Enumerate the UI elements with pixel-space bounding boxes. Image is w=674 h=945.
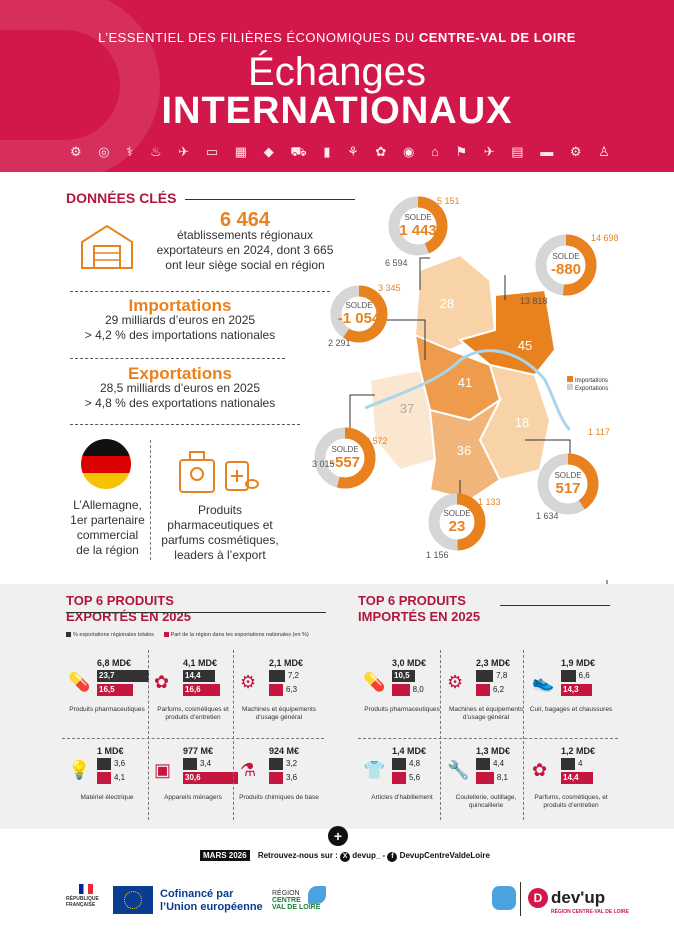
product-cell <box>234 658 324 738</box>
product-name: Parfums, cosmétiques et produits d’entretien <box>157 706 229 721</box>
share-regional-label: 3,2 <box>286 759 298 768</box>
region-bird-icon <box>308 886 326 904</box>
imports-line2: > 4,2 % des importations nationales <box>84 328 276 342</box>
product-name: Appareils ménagers <box>164 794 222 801</box>
product-total: 3,0 MD€ <box>392 658 427 668</box>
sector-icon-3: ♨ <box>149 144 162 159</box>
product-icon: ✿ <box>532 760 548 780</box>
exports-title: Exportations <box>128 364 232 383</box>
exports-value: 1 156 <box>426 550 449 560</box>
germany-flag-icon <box>80 438 132 490</box>
dept-label-18: 18 <box>514 415 530 430</box>
sector-icon-1: ◎ <box>98 144 110 159</box>
share-national-label: 3,6 <box>286 773 298 782</box>
divider <box>440 650 441 820</box>
establishments-line3: ont leur siège social en région <box>165 258 325 272</box>
dept-label-41: 41 <box>457 375 473 390</box>
germany-line3: commercial <box>76 528 139 542</box>
product-cell <box>526 658 616 738</box>
product-total: 1,9 MD€ <box>561 658 596 668</box>
title-underline <box>185 199 355 200</box>
divider <box>148 650 149 820</box>
donut-label: SOLDE <box>345 301 373 310</box>
balance-donut <box>537 453 599 515</box>
share-regional-bar: 10,5 <box>392 670 415 682</box>
share-regional-bar <box>392 758 406 770</box>
product-icon: 💊 <box>68 672 91 692</box>
product-name: Machines et équipements d’usage général <box>448 706 524 721</box>
exports-value: 1 634 <box>536 511 559 521</box>
social-line: MARS 2026 Retrouvez-nous sur : X devup_ - f DevupCentreValdeLoire <box>200 851 490 862</box>
product-total: 2,3 MD€ <box>476 658 511 668</box>
share-regional-label: 3,4 <box>200 759 212 768</box>
share-regional-bar: 14,4 <box>183 670 215 682</box>
share-regional-label: 7,8 <box>496 671 508 680</box>
donut-balance-value: 517 <box>555 480 581 497</box>
devup-subtitle: RÉGION CENTRE-VAL DE LOIRE <box>551 909 629 915</box>
divider <box>62 738 324 739</box>
share-regional-label: 7,2 <box>287 671 299 680</box>
product-cell <box>357 658 447 738</box>
imports-value: 1 117 <box>588 427 610 437</box>
x-icon: X <box>340 852 350 862</box>
header-banner <box>0 0 674 172</box>
share-national-label: 5,6 <box>409 773 421 782</box>
products-legend: % exportations régionales totales Part de la région dans les exportations nationales (en %) <box>66 632 309 638</box>
divider <box>523 650 524 820</box>
share-regional-bar <box>561 758 575 770</box>
pharma-line2: pharmaceutiques et <box>167 518 273 532</box>
product-total: 6,8 MD€ <box>97 658 132 668</box>
product-cell <box>62 658 152 738</box>
imports-value: 3 572 <box>365 436 388 446</box>
imports-line1: 29 milliards d’euros en 2025 <box>104 313 256 327</box>
share-regional-bar <box>183 758 197 770</box>
sector-icon-6: ▦ <box>234 144 248 159</box>
share-national-bar <box>476 684 490 696</box>
product-name: Articles d’habillement <box>371 794 433 801</box>
product-total: 977 M€ <box>183 746 214 756</box>
product-cell <box>234 746 324 826</box>
divider <box>70 291 330 292</box>
product-total: 1,4 MD€ <box>392 746 427 756</box>
dept-label-36: 36 <box>456 443 472 458</box>
product-icon: 🔧 <box>447 760 470 780</box>
republique-francaise-logo: RÉPUBLIQUE FRANÇAISE <box>66 884 106 908</box>
title-underline <box>66 612 326 613</box>
share-regional-bar: 23,7 <box>97 670 149 682</box>
establishments-line1: établissements régionaux <box>176 228 314 242</box>
product-cell <box>526 746 616 826</box>
plus-icon: + <box>328 826 348 846</box>
product-total: 4,1 MD€ <box>183 658 218 668</box>
germany-line4: de la région <box>76 543 139 557</box>
share-national-bar: 14,4 <box>561 772 593 784</box>
divider <box>150 440 151 560</box>
sector-icon-13: ⌂ <box>430 144 439 159</box>
balance-donut <box>330 285 388 343</box>
product-cell <box>148 658 238 738</box>
balance-donut <box>535 234 597 296</box>
share-regional-bar <box>269 670 285 682</box>
donut-label: SOLDE <box>443 509 471 518</box>
imports-value: 14 698 <box>591 233 619 243</box>
donut-balance-value: -880 <box>550 261 582 278</box>
share-regional-bar <box>97 758 111 770</box>
sector-icon-9: ▮ <box>323 144 331 159</box>
header-title-line2: INTERNATIONAUX <box>161 90 513 132</box>
donut-balance-value: 23 <box>448 518 466 535</box>
dept-label-45: 45 <box>517 338 533 353</box>
product-icon: 💊 <box>363 672 386 692</box>
product-total: 1,2 MD€ <box>561 746 596 756</box>
sector-icon-0: ⚙ <box>70 144 82 159</box>
sector-icon-5: ▭ <box>205 144 219 159</box>
sector-icon-7: ◆ <box>263 144 274 159</box>
exports-value: 13 818 <box>520 296 548 306</box>
exports-value: 2 291 <box>328 338 351 348</box>
share-regional-label: 4,4 <box>493 759 505 768</box>
share-regional-bar <box>269 758 283 770</box>
share-national-label: 8,0 <box>412 685 424 694</box>
product-cell <box>441 746 531 826</box>
divider <box>358 738 618 739</box>
sector-icon-2: ⚕ <box>126 144 134 159</box>
product-icon: ⚙ <box>240 672 257 692</box>
share-regional-label: 4 <box>578 759 583 768</box>
share-national-bar: 30,6 <box>183 772 238 784</box>
product-total: 2,1 MD€ <box>269 658 304 668</box>
exports-line2: > 4,8 % des exportations nationales <box>84 396 276 410</box>
product-total: 924 M€ <box>269 746 300 756</box>
pharma-line4: leaders à l’export <box>174 548 266 562</box>
exported-title: TOP 6 PRODUITS EXPORTÉS EN 2025 <box>66 593 191 624</box>
exports-value: 6 594 <box>385 258 408 268</box>
exports-value: 3 015 <box>312 459 335 469</box>
divider <box>70 358 285 359</box>
sector-icon-8: ⛟ <box>290 144 307 159</box>
product-name: Produits pharmaceutiques <box>364 706 440 713</box>
share-national-bar <box>392 684 410 696</box>
sector-icon-12: ◉ <box>402 144 415 159</box>
dept-label-28: 28 <box>439 296 455 311</box>
product-name: Machines et équipements d’usage général <box>241 706 317 721</box>
product-icon: ⚗ <box>240 760 257 780</box>
share-regional-bar <box>561 670 576 682</box>
perfume-pills-icon <box>178 448 260 496</box>
product-name: Produits pharmaceutiques <box>69 706 145 713</box>
sector-icon-18: ⚙ <box>569 144 582 159</box>
product-cell <box>62 746 152 826</box>
x-handle[interactable]: devup_ <box>352 851 381 860</box>
donut-label: SOLDE <box>331 445 359 454</box>
share-national-bar: 16,6 <box>183 684 220 696</box>
product-cell <box>148 746 238 826</box>
product-cell <box>441 658 531 738</box>
sector-icon-16: ▤ <box>511 144 524 159</box>
share-regional-label: 3,6 <box>114 759 126 768</box>
product-icon: 💡 <box>68 760 91 780</box>
facebook-icon: f <box>387 852 397 862</box>
product-icon: 👕 <box>363 760 386 780</box>
product-total: 1 MD€ <box>97 746 124 756</box>
date-badge: MARS 2026 <box>200 850 250 861</box>
share-national-bar: 14,3 <box>561 684 592 696</box>
establishments-line2: exportateurs en 2024, dont 3 665 <box>156 243 334 257</box>
sector-icon-17: ▬ <box>540 144 554 159</box>
map-legend: Importations Exportations <box>567 376 608 392</box>
sector-icon-10: ⚘ <box>347 144 359 159</box>
header-tagline: L’ESSENTIEL DES FILIÈRES ÉCONOMIQUES DU CENTRE-VAL DE LOIRE <box>98 30 576 45</box>
share-national-label: 6,2 <box>493 685 505 694</box>
divider <box>233 650 234 820</box>
sector-icon-15: ✈ <box>483 144 495 159</box>
share-national-bar <box>97 772 111 784</box>
product-name: Produits chimiques de base <box>239 794 319 801</box>
germany-line2: 1er partenaire <box>70 513 145 527</box>
product-icon: ▣ <box>154 760 172 780</box>
donut-balance-value: -557 <box>329 454 361 471</box>
eu-cofinancing: Cofinancé par l’Union européenne <box>160 888 263 913</box>
product-total: 1,3 MD€ <box>476 746 511 756</box>
share-regional-label: 6,6 <box>578 671 590 680</box>
product-name: Cuir, bagages et chaussures <box>529 706 613 713</box>
share-national-bar <box>476 772 494 784</box>
product-cell <box>357 746 447 826</box>
divider <box>520 882 521 916</box>
donut-label: SOLDE <box>404 213 432 222</box>
sector-icon-14: ⚑ <box>455 144 468 159</box>
share-national-bar: 16,5 <box>97 684 133 696</box>
devup-wordmark: dev'up <box>551 888 606 907</box>
dept-label-37: 37 <box>399 401 415 416</box>
header-title-line1: Échanges <box>248 50 426 94</box>
product-icon: ✿ <box>154 672 170 692</box>
share-national-label: 6,3 <box>286 685 298 694</box>
share-national-label: 8,1 <box>496 773 508 782</box>
pharma-line3: parfums cosmétiques, <box>161 533 279 547</box>
key-data-title: DONNÉES CLÉS <box>66 190 177 206</box>
product-name: Parfums, cosmétiques, et produits d’entretien <box>534 794 608 809</box>
sector-icons-row <box>70 144 610 162</box>
flag-icon <box>79 884 93 894</box>
product-icon: ⚙ <box>447 672 464 692</box>
share-regional-label: 4,8 <box>409 759 421 768</box>
divider <box>70 424 300 425</box>
warehouse-icon <box>78 220 136 272</box>
share-national-bar <box>269 772 283 784</box>
sector-icon-19: ♙ <box>598 144 610 159</box>
share-national-bar <box>269 684 283 696</box>
establishments-count: 6 464 <box>219 209 271 231</box>
exports-line1: 28,5 milliards d’euros en 2025 <box>99 381 261 395</box>
product-icon: 👟 <box>532 672 555 692</box>
germany-line1: L’Allemagne, <box>73 498 142 512</box>
share-national-bar <box>392 772 406 784</box>
sector-icon-11: ✿ <box>375 144 387 159</box>
region-logo: RÉGION CENTRE VAL DE LOIRE <box>272 890 321 911</box>
imports-value: 5 151 <box>437 196 460 206</box>
share-regional-bar <box>476 758 490 770</box>
sector-icon-4: ✈ <box>178 144 190 159</box>
donut-balance-value: 1 443 <box>399 222 437 239</box>
imported-title: TOP 6 PRODUITS IMPORTÉS EN 2025 <box>358 593 481 624</box>
pharma-line1: Produits <box>197 503 243 517</box>
region-bird-icon <box>492 886 516 910</box>
eu-flag-icon <box>113 886 153 914</box>
share-regional-bar <box>476 670 493 682</box>
facebook-handle[interactable]: DevupCentreValdeLoire <box>399 851 490 860</box>
devup-logo-icon: D <box>528 888 548 908</box>
donut-label: SOLDE <box>552 252 580 261</box>
imports-value: 3 345 <box>378 283 401 293</box>
donut-balance-value: -1 054 <box>337 310 381 327</box>
imports-value: 1 133 <box>478 497 501 507</box>
product-name: Matériel électrique <box>80 794 134 801</box>
product-name: Coutellerie, outillage, quincaillerie <box>455 794 517 809</box>
share-national-label: 4,1 <box>114 773 126 782</box>
title-underline <box>500 605 610 606</box>
imports-title: Importations <box>128 296 232 315</box>
donut-label: SOLDE <box>554 471 582 480</box>
